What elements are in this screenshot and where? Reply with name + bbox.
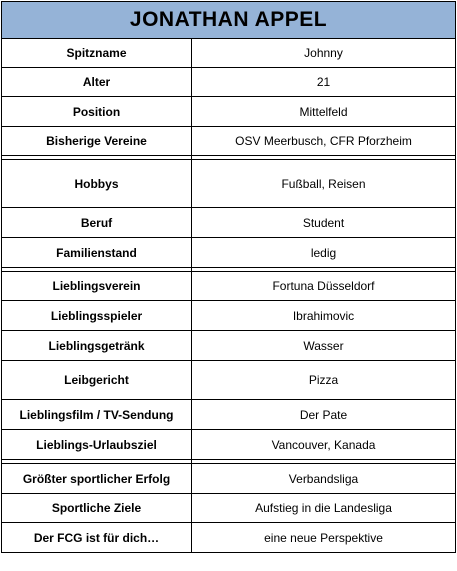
field-value: Der Pate — [192, 400, 456, 430]
table-row — [2, 208, 456, 238]
field-value: eine neue Perspektive — [192, 523, 456, 553]
field-label: Sportliche Ziele — [2, 494, 192, 523]
field-label: Größter sportlicher Erfolg — [2, 464, 192, 494]
table-row — [2, 430, 456, 460]
table-row — [2, 464, 456, 494]
field-label: Lieblingsfilm / TV-Sendung — [2, 400, 192, 430]
field-label: Leibgericht — [2, 361, 192, 400]
field-label: Lieblingsverein — [2, 272, 192, 301]
table-row — [2, 272, 456, 301]
field-value: OSV Meerbusch, CFR Pforzheim — [192, 127, 456, 156]
field-label: Alter — [2, 68, 192, 97]
table-row — [2, 238, 456, 268]
field-label: Familienstand — [2, 238, 192, 268]
table-row — [2, 400, 456, 430]
table-row — [2, 127, 456, 156]
player-name-title: JONATHAN APPEL — [2, 2, 456, 39]
field-value: Aufstieg in die Landesliga — [192, 494, 456, 523]
table-row — [2, 39, 456, 68]
field-value: Mittelfeld — [192, 97, 456, 127]
field-label: Beruf — [2, 208, 192, 238]
table-row — [2, 523, 456, 553]
profile-table — [1, 1, 456, 553]
field-label: Hobbys — [2, 160, 192, 208]
title-row — [2, 2, 456, 39]
field-label: Lieblings-Urlaubsziel — [2, 430, 192, 460]
field-label: Spitzname — [2, 39, 192, 68]
field-label: Der FCG ist für dich… — [2, 523, 192, 553]
field-label: Bisherige Vereine — [2, 127, 192, 156]
field-value: 21 — [192, 68, 456, 97]
table-row — [2, 301, 456, 331]
field-value: ledig — [192, 238, 456, 268]
field-value: Pizza — [192, 361, 456, 400]
field-value: Wasser — [192, 331, 456, 361]
field-value: Fußball, Reisen — [192, 160, 456, 208]
table-row — [2, 160, 456, 208]
table-row — [2, 331, 456, 361]
field-value: Fortuna Düsseldorf — [192, 272, 456, 301]
table-row — [2, 68, 456, 97]
field-value: Verbandsliga — [192, 464, 456, 494]
field-label: Position — [2, 97, 192, 127]
field-label: Lieblingsspieler — [2, 301, 192, 331]
field-value: Johnny — [192, 39, 456, 68]
table-row — [2, 97, 456, 127]
field-value: Student — [192, 208, 456, 238]
table-row — [2, 361, 456, 400]
field-value: Ibrahimovic — [192, 301, 456, 331]
table-row — [2, 494, 456, 523]
field-value: Vancouver, Kanada — [192, 430, 456, 460]
field-label: Lieblingsgetränk — [2, 331, 192, 361]
